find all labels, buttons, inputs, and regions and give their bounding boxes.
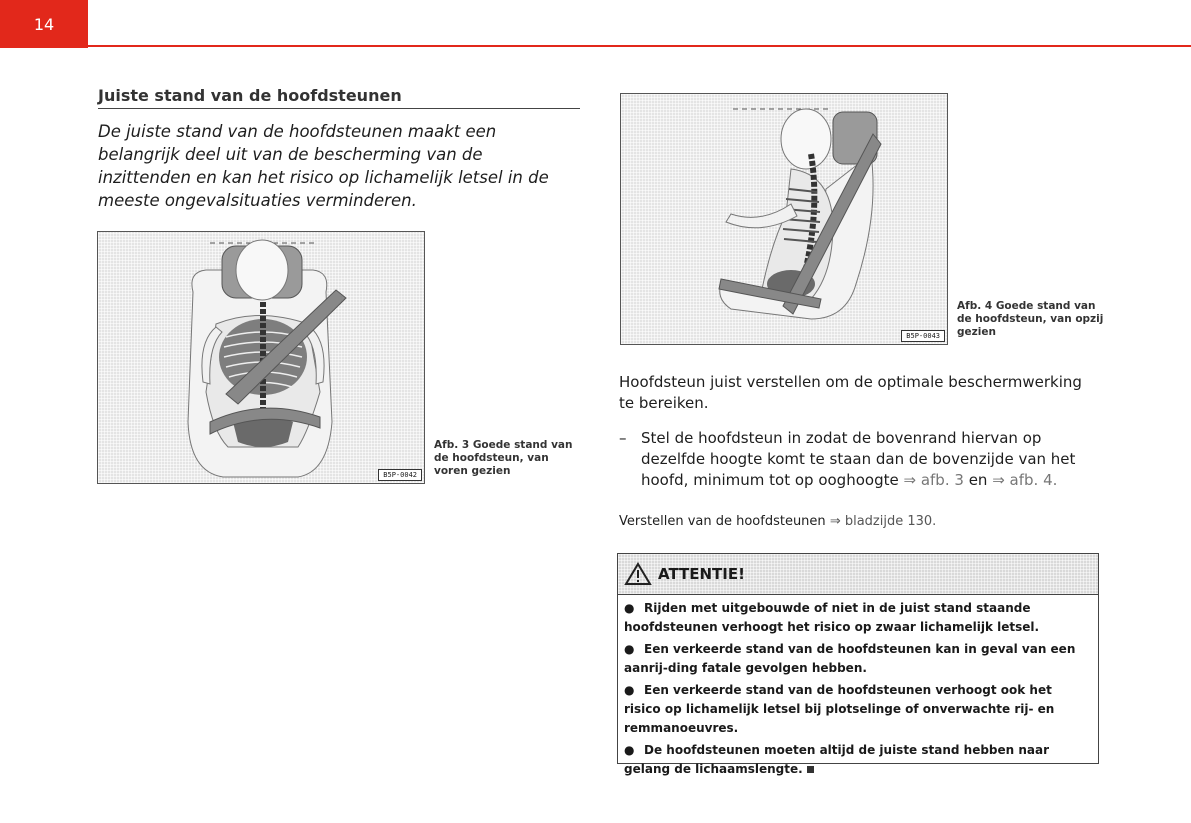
warning-triangle-icon — [624, 562, 652, 586]
figure-code: B5P-0042 — [378, 469, 422, 481]
figure-side-view — [620, 93, 948, 345]
step-dash: – — [619, 429, 627, 447]
warning-text: Een verkeerde stand van de hoofdsteunen verhoogt ook het risico op lichamelijk letsel bij plotselinge of onverwachte rij- en remmanoeuvres. — [624, 683, 1055, 735]
step-text-block — [641, 428, 1099, 491]
step-text: Stel de hoofdsteun in zodat de bovenrand hiervan op dezelfde hoogte komt te staan dan de bovenzijde van het hoofd, minimum tot op ooghoogte — [641, 429, 1076, 489]
warning-item — [624, 640, 1092, 678]
cross-reference — [619, 514, 1089, 529]
bullet-icon: ● — [624, 743, 635, 757]
section-title: Juiste stand van de hoofdsteunen — [98, 86, 580, 109]
bullet-icon: ● — [624, 683, 635, 697]
warning-header — [618, 554, 1098, 595]
side-view-illustration — [621, 94, 947, 344]
warning-text: Rijden met uitgebouwde of niet in de juist stand staande hoofdsteunen verhoogt het risico op zwaar lichamelijk letsel. — [624, 601, 1040, 634]
intro-paragraph: De juiste stand van de hoofdsteunen maakt een belangrijk deel uit van de bescherming van de inzittenden en kan het risico op lichamelijk letsel in de meeste ongevalsituaties verminderen. — [98, 122, 549, 210]
figure-4-link[interactable]: ⇒ afb. 4. — [992, 471, 1058, 489]
figure-caption: Afb. 3 Goede stand van de hoofdsteun, van voren gezien — [434, 439, 573, 477]
figure-front-view — [97, 231, 425, 484]
reference-text: Verstellen van de hoofdsteunen — [619, 514, 826, 529]
head — [781, 109, 831, 169]
instruction-step — [619, 428, 1099, 491]
step-conjunction: en — [968, 471, 988, 489]
page-number: 14 — [0, 0, 88, 48]
body-paragraph: Hoofdsteun juist verstellen om de optimale beschermwerking te bereiken. — [619, 373, 1082, 412]
warning-text: Een verkeerde stand van de hoofdsteunen kan in geval van een aanrij-ding fatale gevolgen hebben. — [624, 642, 1076, 675]
warning-item — [624, 741, 1092, 779]
warning-item — [624, 599, 1092, 637]
end-marker-icon — [807, 766, 814, 773]
warning-item — [624, 681, 1092, 738]
figure-code: B5P-0043 — [901, 330, 945, 342]
bullet-icon: ● — [624, 601, 635, 615]
figure-caption: Afb. 4 Goede stand van de hoofdsteun, van opzij gezien — [957, 300, 1104, 338]
bullet-icon: ● — [624, 642, 635, 656]
warning-list — [618, 595, 1098, 779]
head — [236, 240, 288, 300]
warning-box — [617, 553, 1099, 776]
header-rule — [88, 45, 1191, 47]
page-reference-link[interactable]: ⇒ bladzijde 130. — [829, 514, 937, 529]
warning-text: De hoofdsteunen moeten altijd de juiste stand hebben naar gelang de lichaamslengte. — [624, 743, 1050, 776]
warning-title: ATTENTIE! — [658, 565, 745, 583]
figure-3-link[interactable]: ⇒ afb. 3 — [903, 471, 964, 489]
front-view-illustration — [98, 232, 424, 483]
